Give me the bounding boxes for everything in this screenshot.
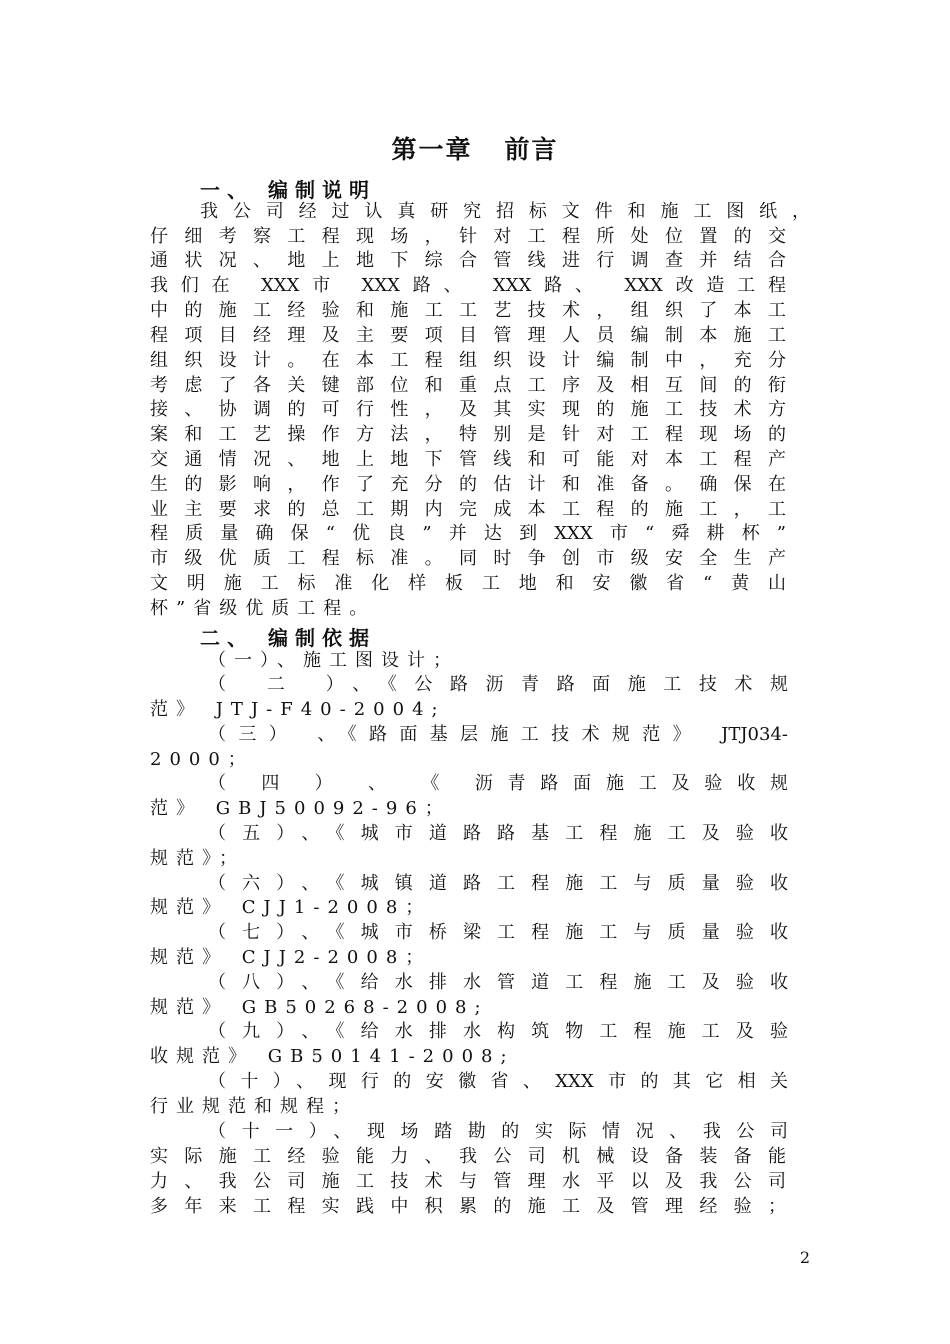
- reference-item: （九）、《给水排水构筑物工程施工及验: [208, 1021, 788, 1042]
- paragraph-line: 程项目经理及主要项目管理人员编制本施工: [150, 325, 786, 346]
- reference-item-cont: 范》 GBJ50092-96；: [150, 798, 451, 819]
- paragraph-line: 考虑了各关键部位和重点工序及相互间的衔: [150, 375, 786, 396]
- reference-item-cont: 范》 JTJ-F40-2004;: [150, 699, 446, 720]
- reference-item-cont: 行业规范和规程；: [150, 1096, 358, 1117]
- paragraph-line: 仔细考察工程现场，针对工程所处位置的交: [150, 226, 786, 247]
- page-number: 2: [799, 1248, 810, 1267]
- reference-item: （一）、施工图设计；: [208, 650, 459, 671]
- paragraph-line: 案和工艺操作方法，特别是针对工程现场的: [150, 424, 786, 445]
- reference-item-cont: 规范》；: [150, 848, 245, 869]
- paragraph-line: 我公司经过认真研究招标文件和施工图纸，: [200, 201, 810, 222]
- reference-item: （十）、现行的安徽省、XXX市的其它相关: [208, 1071, 788, 1092]
- paragraph-line: 生的影响，作了充分的估计和准备。确保在: [150, 474, 786, 495]
- reference-item-cont: 2000；: [150, 749, 254, 770]
- reference-item: （五）、《城市道路路基工程施工及验收: [208, 823, 788, 844]
- reference-item: （八）、《给水排水管道工程施工及验收: [208, 972, 788, 993]
- chapter-title: 第一章 前言: [391, 135, 559, 164]
- reference-item: （三） 、《路面基层施工技术规范》 JTJ034-: [208, 724, 788, 745]
- paragraph-line: 组织设计。在本工程组织设计编制中，充分: [150, 350, 786, 371]
- paragraph-line: 中的施工经验和施工工艺技术，组织了本工: [150, 300, 786, 321]
- reference-item: （七）、《城市桥梁工程施工与质量验收: [208, 922, 788, 943]
- reference-item-cont: 多年来工程实践中积累的施工及管理经验；: [150, 1196, 786, 1217]
- paragraph-line: 市级优质工程标准。同时争创市级安全生产: [150, 548, 786, 569]
- paragraph-line: 业主要求的总工期内完成本工程的施工，工: [150, 499, 786, 520]
- reference-item-cont: 力、我公司施工技术与管理水平以及我公司: [150, 1171, 786, 1192]
- reference-item-cont: 规范》 CJJ1-2008；: [150, 897, 432, 918]
- reference-item-cont: 规范》 GB50268-2008;: [150, 997, 489, 1018]
- paragraph-line: 杯”省级优质工程。: [150, 598, 376, 619]
- reference-item: （ 四 ） 、 《 沥青路面施工及验收规: [208, 773, 788, 794]
- paragraph-line: 程质量确保“优良”并达到XXX市“舜耕杯”: [150, 523, 786, 544]
- paragraph-line: 通状况、地上地下综合管线进行调查并结合: [150, 250, 786, 271]
- paragraph-line: 接、协调的可行性，及其实现的施工技术方: [150, 399, 786, 420]
- section-heading-2: 二、 编制依据: [200, 626, 376, 650]
- section-heading-1: 一、 编制说明: [200, 178, 376, 202]
- reference-item: （十一）、现场踏勘的实际情况、我公司: [208, 1121, 788, 1142]
- reference-item-cont: 实际施工经验能力、我公司机械设备装备能: [150, 1146, 786, 1167]
- paragraph-line: 交通情况、地上地下管线和可能对本工程产: [150, 449, 786, 470]
- reference-item-cont: 收规范》 GB50141-2008;: [150, 1046, 515, 1067]
- paragraph-line: 文明施工标准化样板工地和安徽省“黄山: [150, 573, 786, 594]
- reference-item: （ 二 ）、《公路沥青路面施工技术规: [208, 674, 788, 695]
- reference-item-cont: 规范》 CJJ2-2008；: [150, 947, 432, 968]
- paragraph-line: 我们在 XXX市 XXX路、 XXX路、 XXX改造工程: [150, 275, 786, 296]
- reference-item: （六）、《城镇道路工程施工与质量验收: [208, 873, 788, 894]
